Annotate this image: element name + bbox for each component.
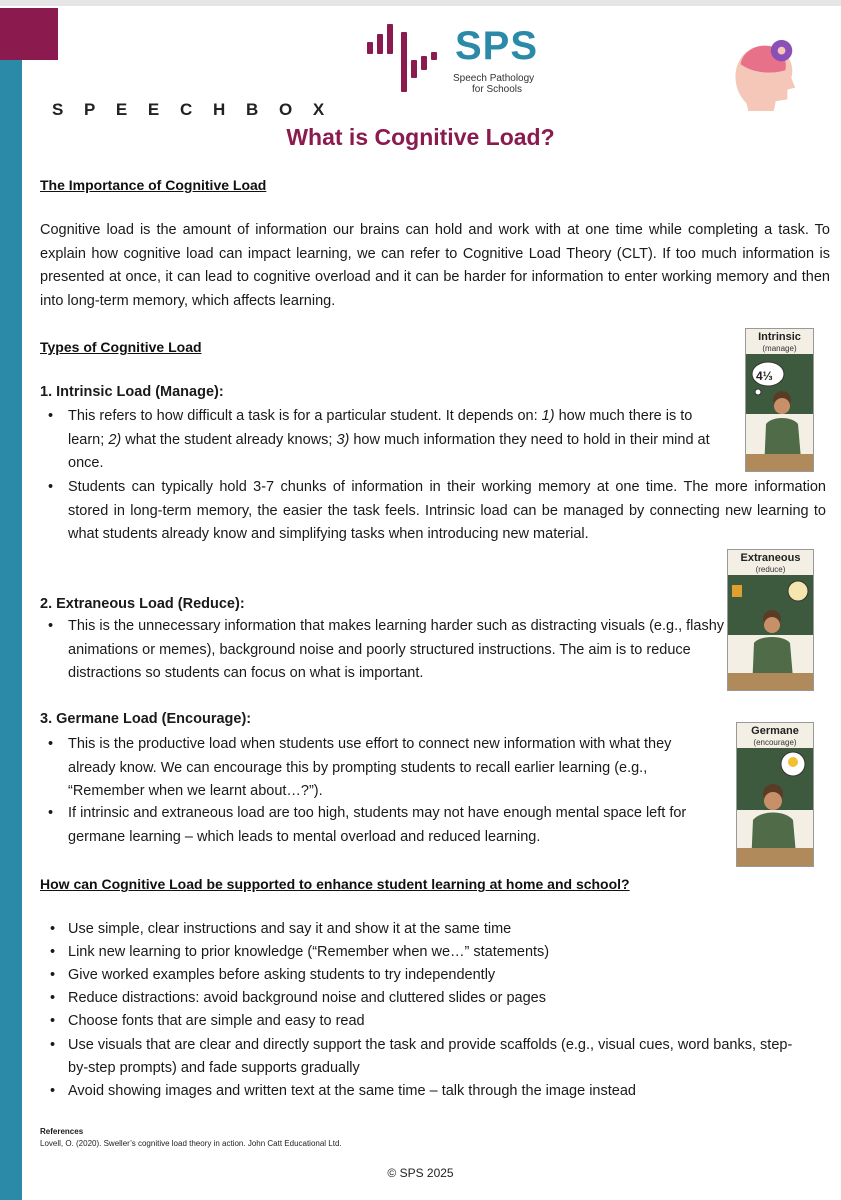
support-list-item [50, 1080, 810, 1103]
logo-wordmark: SPS [455, 24, 539, 68]
germane-image-label: Germane [751, 725, 799, 737]
intrinsic-image-label: Intrinsic [758, 331, 801, 343]
bullet-dot: • [48, 408, 54, 424]
bullet-dot: • [50, 967, 56, 983]
extraneous-illustration [727, 549, 814, 691]
bullet-dot: • [50, 1013, 56, 1029]
logo-subtitle-1: Speech Pathology [453, 73, 535, 84]
speech-box-label: S P E E C H B O X [52, 100, 333, 119]
bullet-dot: • [50, 1083, 56, 1099]
intrinsic-b1-pre: This refers to how difficult a task is for a particular student. It depends on: [68, 408, 542, 424]
support-list-item [50, 1010, 810, 1033]
support-item-text: Avoid showing images and written text at the same time – talk through the image instead [68, 1083, 636, 1099]
intrinsic-board-text: 4⅓ [756, 369, 773, 383]
support-list-item [50, 918, 810, 941]
section-heading-types: Types of Cognitive Load [40, 339, 202, 355]
support-item-text: Link new learning to prior knowledge (“Remember when we…” statements) [68, 944, 550, 960]
head-brain-icon [725, 35, 803, 113]
intrinsic-bullet-1 [48, 405, 718, 476]
student-idea-icon [737, 748, 813, 866]
extraneous-bullet-1 [48, 615, 728, 686]
importance-paragraph: Cognitive load is the amount of information our brains can hold and work with at one time while completing a task. To explain how cognitive load can impact learning, we can refer to Cognitive Load Theory (CLT). If too much information is presented at once, it can lead to cognitive overload and it can be harder for information to enter working memory and then into long-term memory, which affects learning. [40, 222, 830, 309]
bullet-dot: • [50, 1037, 56, 1053]
side-accent-bar [0, 60, 22, 1200]
germane-bullet-1 [48, 733, 720, 804]
intrinsic-load-title: 1. Intrinsic Load (Manage): [40, 384, 224, 400]
extraneous-image-label: Extraneous [740, 552, 801, 564]
references-item: Lovell, O. (2020). Sweller’s cognitive load theory in action. John Catt Educational Ltd. [40, 1139, 342, 1148]
support-item-text: Give worked examples before asking students to try independently [68, 967, 496, 983]
support-list-item [50, 1034, 810, 1080]
bullet-dot: • [48, 805, 54, 821]
germane-bullet-2 [48, 802, 728, 849]
intrinsic-b1-num2: 2) [108, 431, 122, 448]
extraneous-load-title: 2. Extraneous Load (Reduce): [40, 596, 245, 612]
bullet-dot: • [48, 618, 54, 634]
extraneous-image-sublabel: (reduce) [755, 565, 786, 574]
page-title: What is Cognitive Load? [286, 124, 555, 150]
student-distracted-icon [728, 575, 813, 690]
intrinsic-b1-mid2: what the student already knows; [121, 431, 337, 448]
bullet-dot: • [48, 736, 54, 752]
logo-subtitle-2: for Schools [472, 84, 523, 95]
bullet-dot: • [48, 479, 54, 495]
intrinsic-bullet-1-text [48, 405, 718, 476]
intrinsic-b1-num3: 3) [336, 431, 350, 448]
intrinsic-bullet-2-text: Students can typically hold 3-7 chunks of information in their working memory at one time. The more information stored in long-term memory, the easier the task feels. Intrinsic load can be managed by connecting new learning to what students already know and simplifying tasks when introducing new material. [68, 479, 826, 542]
intrinsic-b1-num1: 1) [541, 408, 555, 424]
support-list-item [50, 987, 810, 1010]
germane-bullet-1-text: This is the productive load when students use effort to connect new information with what they already know. We can encourage this by prompting students to recall earlier learning (e.g., “Remember when we learnt about…?”). [68, 736, 672, 799]
bullet-dot: • [50, 921, 56, 937]
intrinsic-illustration [745, 328, 814, 472]
intrinsic-b1-mid1: how much there is to learn; [68, 408, 693, 448]
section-heading-importance: The Importance of Cognitive Load [40, 177, 267, 193]
extraneous-bullet-1-text: This is the unnecessary information that makes learning harder such as distracting visuals (e.g., flashy animations or memes), background noise and poorly structured instructions. The aim is to reduce distractions so students can focus on what is important. [68, 618, 725, 681]
references-heading: References [40, 1127, 84, 1136]
support-list-item [50, 964, 810, 987]
support-item-text: Use visuals that are clear and directly support the task and provide scaffolds (e.g., visual cues, word banks, step-by-step prompts) and fade supports gradually [68, 1037, 793, 1076]
top-border [0, 0, 841, 6]
intrinsic-bullet-2 [48, 476, 826, 547]
section-heading-support: How can Cognitive Load be supported to enhance student learning at home and school? [40, 876, 630, 892]
intrinsic-b1-end: how much information they need to hold in their mind at once. [68, 431, 710, 471]
germane-illustration [736, 722, 814, 867]
corner-accent-block [0, 8, 58, 60]
bullet-dot: • [50, 990, 56, 1006]
germane-bullet-2-text: If intrinsic and extraneous load are too high, students may not have enough mental space left for germane learning – which leads to mental overload and reduced learning. [68, 805, 687, 845]
support-item-text: Choose fonts that are simple and easy to read [68, 1013, 365, 1029]
germane-image-sublabel: (encourage) [753, 738, 797, 747]
germane-load-title: 3. Germane Load (Encourage): [40, 711, 252, 727]
support-item-text: Reduce distractions: avoid background noise and cluttered slides or pages [68, 990, 546, 1006]
intrinsic-image-sublabel: (manage) [762, 344, 797, 353]
support-list-item [50, 941, 810, 964]
bullet-dot: • [50, 944, 56, 960]
support-item-text: Use simple, clear instructions and say it and show it at the same time [68, 921, 512, 937]
copyright-footer: © SPS 2025 [387, 1166, 454, 1180]
